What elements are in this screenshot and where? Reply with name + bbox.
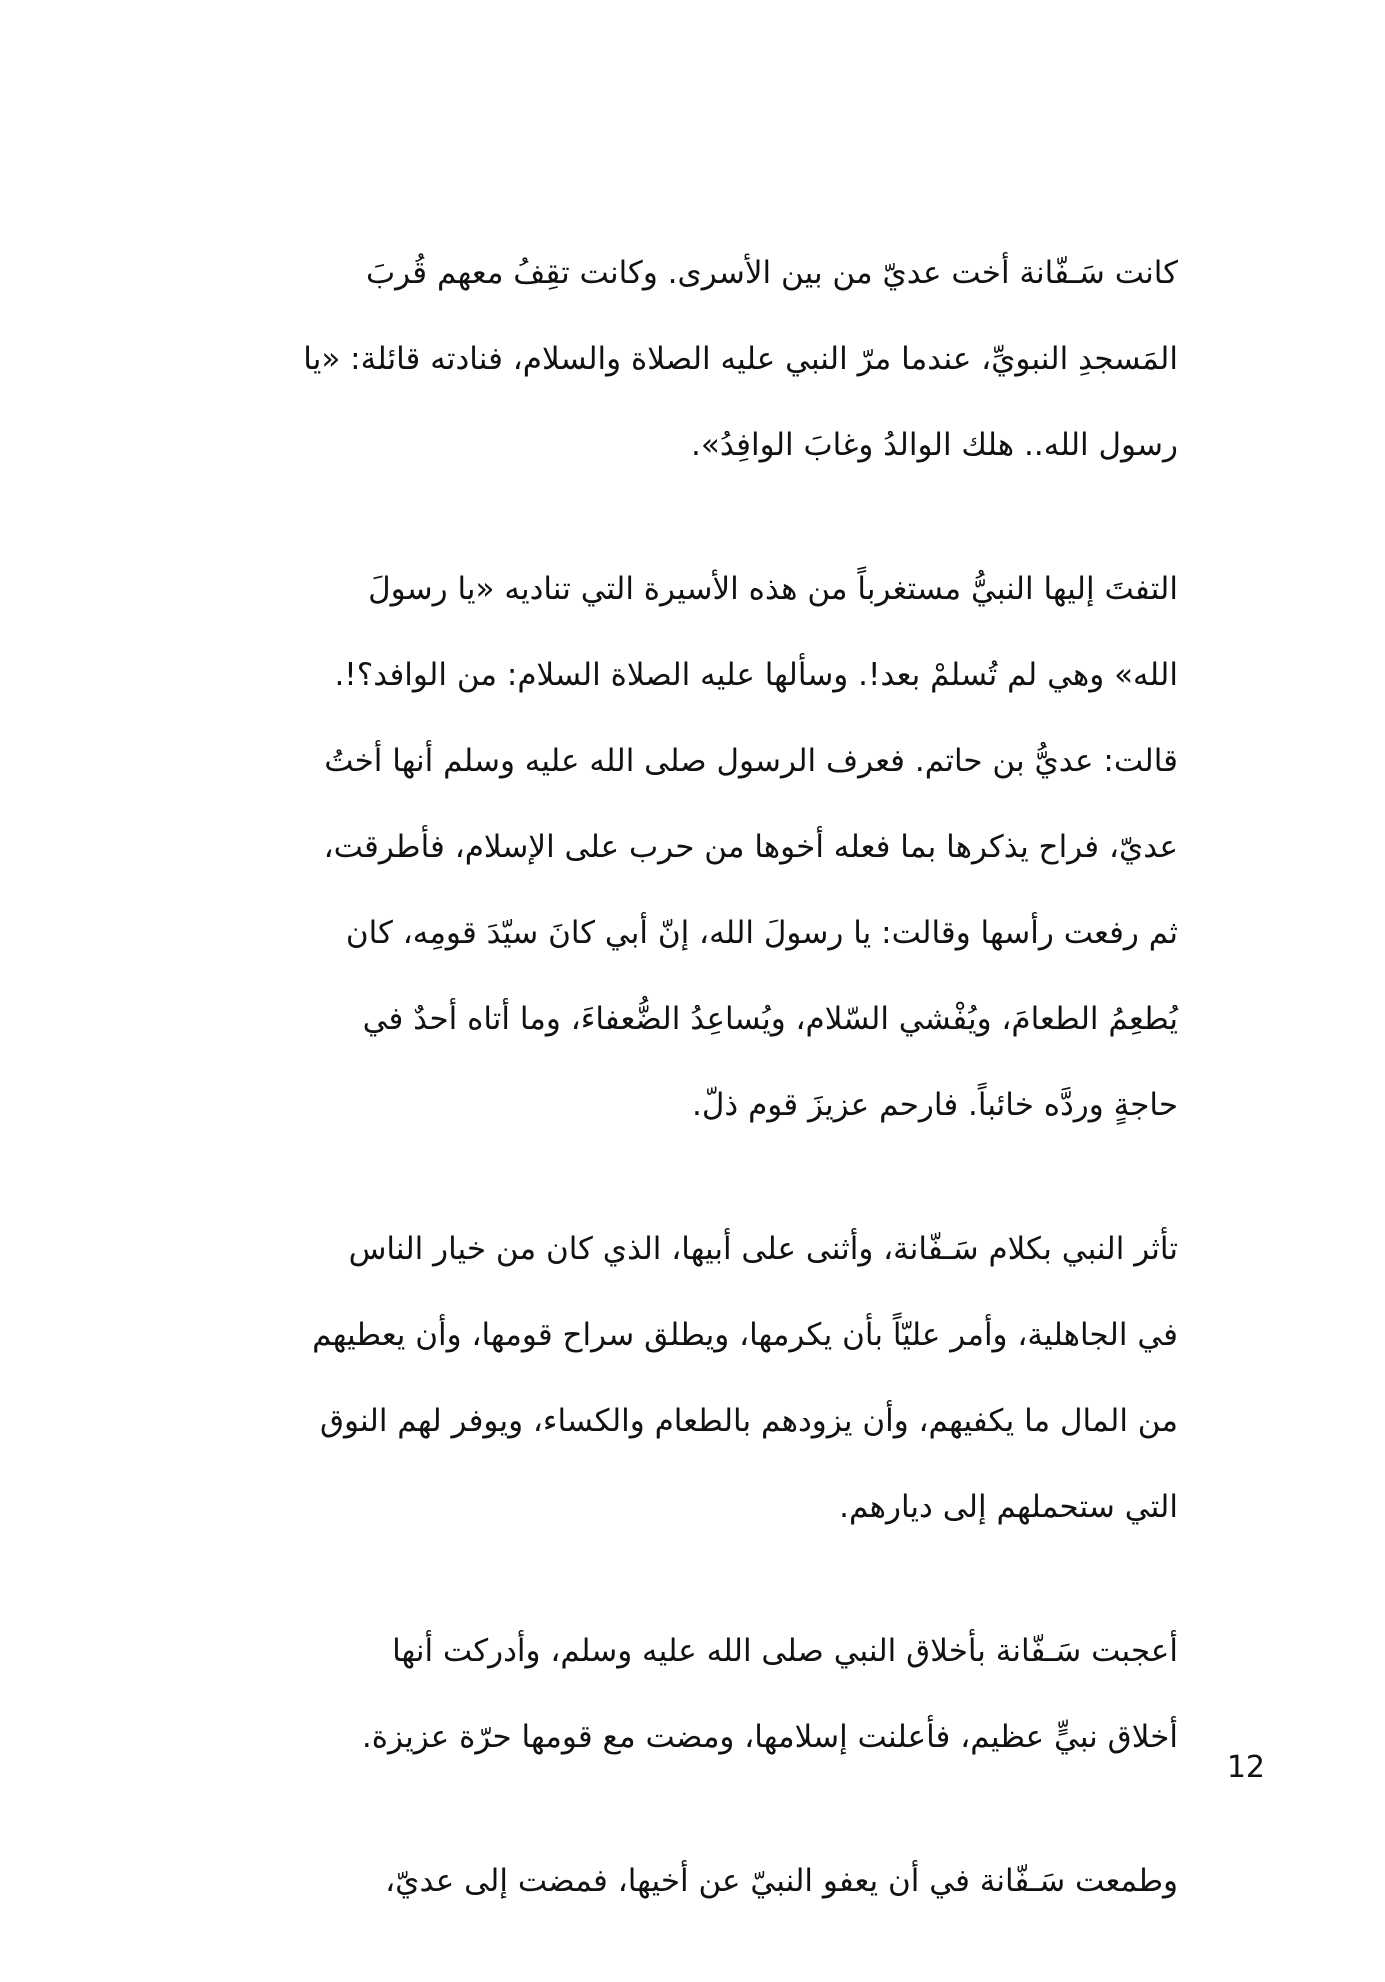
text-line: أخلاق نبيٍّ عظيم، فأعلنت إسلامها، ومضت مع قومها حرّة عزيزة. bbox=[361, 1719, 1178, 1755]
text-line: من المال ما يكفيهم، وأن يزودهم بالطعام والكساء، ويوفر لهم النوق bbox=[319, 1403, 1178, 1439]
text-line: عديّ، فراح يذكرها بما فعله أخوها من حرب على الإسلام، فأطرقت، bbox=[323, 829, 1178, 865]
paragraph-5 bbox=[298, 1838, 1178, 1924]
text-line: تأثر النبي بكلام سَـفّانة، وأثنى على أبيها، الذي كان من خيار الناس bbox=[348, 1231, 1178, 1267]
paragraph-1 bbox=[298, 230, 1178, 488]
text-line: الله» وهي لم تُسلمْ بعد!. وسألها عليه الصلاة السلام: من الوافد؟!. bbox=[334, 657, 1178, 693]
text-line: في الجاهلية، وأمر عليّاً بأن يكرمها، ويطلق سراح قومها، وأن يعطيهم bbox=[312, 1317, 1178, 1353]
text-line: حاجةٍ وردَّه خائباً. فارحم عزيزَ قوم ذلّ. bbox=[692, 1087, 1178, 1123]
text-line: ثم رفعت رأسها وقالت: يا رسولَ الله، إنّ أبي كانَ سيّدَ قومِه، كان bbox=[345, 915, 1178, 951]
text-line: أعجبت سَـفّانة بأخلاق النبي صلى الله عليه وسلم، وأدركت أنها bbox=[392, 1633, 1178, 1669]
text-line: المَسجدِ النبويِّ، عندما مرّ النبي عليه الصلاة والسلام، فنادته قائلة: «يا bbox=[303, 341, 1178, 377]
paragraph-2 bbox=[298, 546, 1178, 1148]
text-line: قالت: عديُّ بن حاتم. فعرف الرسول صلى الله عليه وسلم أنها أختُ bbox=[324, 743, 1178, 779]
paragraph-4 bbox=[298, 1608, 1178, 1780]
text-line: كانت سَـفّانة أخت عديّ من بين الأسرى. وكانت تقِفُ معهم قُربَ bbox=[366, 255, 1178, 291]
text-line: التفتَ إليها النبيُّ مستغرباً من هذه الأسيرة التي تناديه «يا رسولَ bbox=[368, 571, 1178, 607]
paragraph-3 bbox=[298, 1206, 1178, 1550]
text-line: يُطعِمُ الطعامَ، ويُفْشي السّلام، ويُساعِدُ الضُّعفاءَ، وما أتاه أحدٌ في bbox=[362, 1001, 1178, 1037]
page-number: 12 bbox=[1226, 1750, 1265, 1785]
body-text bbox=[298, 230, 1178, 1982]
text-line: وطمعت سَـفّانة في أن يعفو النبيّ عن أخيها، فمضت إلى عديّ، bbox=[385, 1863, 1178, 1899]
text-line: التي ستحملهم إلى ديارهم. bbox=[839, 1489, 1178, 1525]
text-line: رسول الله.. هلك الوالدُ وغابَ الوافِدُ». bbox=[691, 427, 1178, 463]
